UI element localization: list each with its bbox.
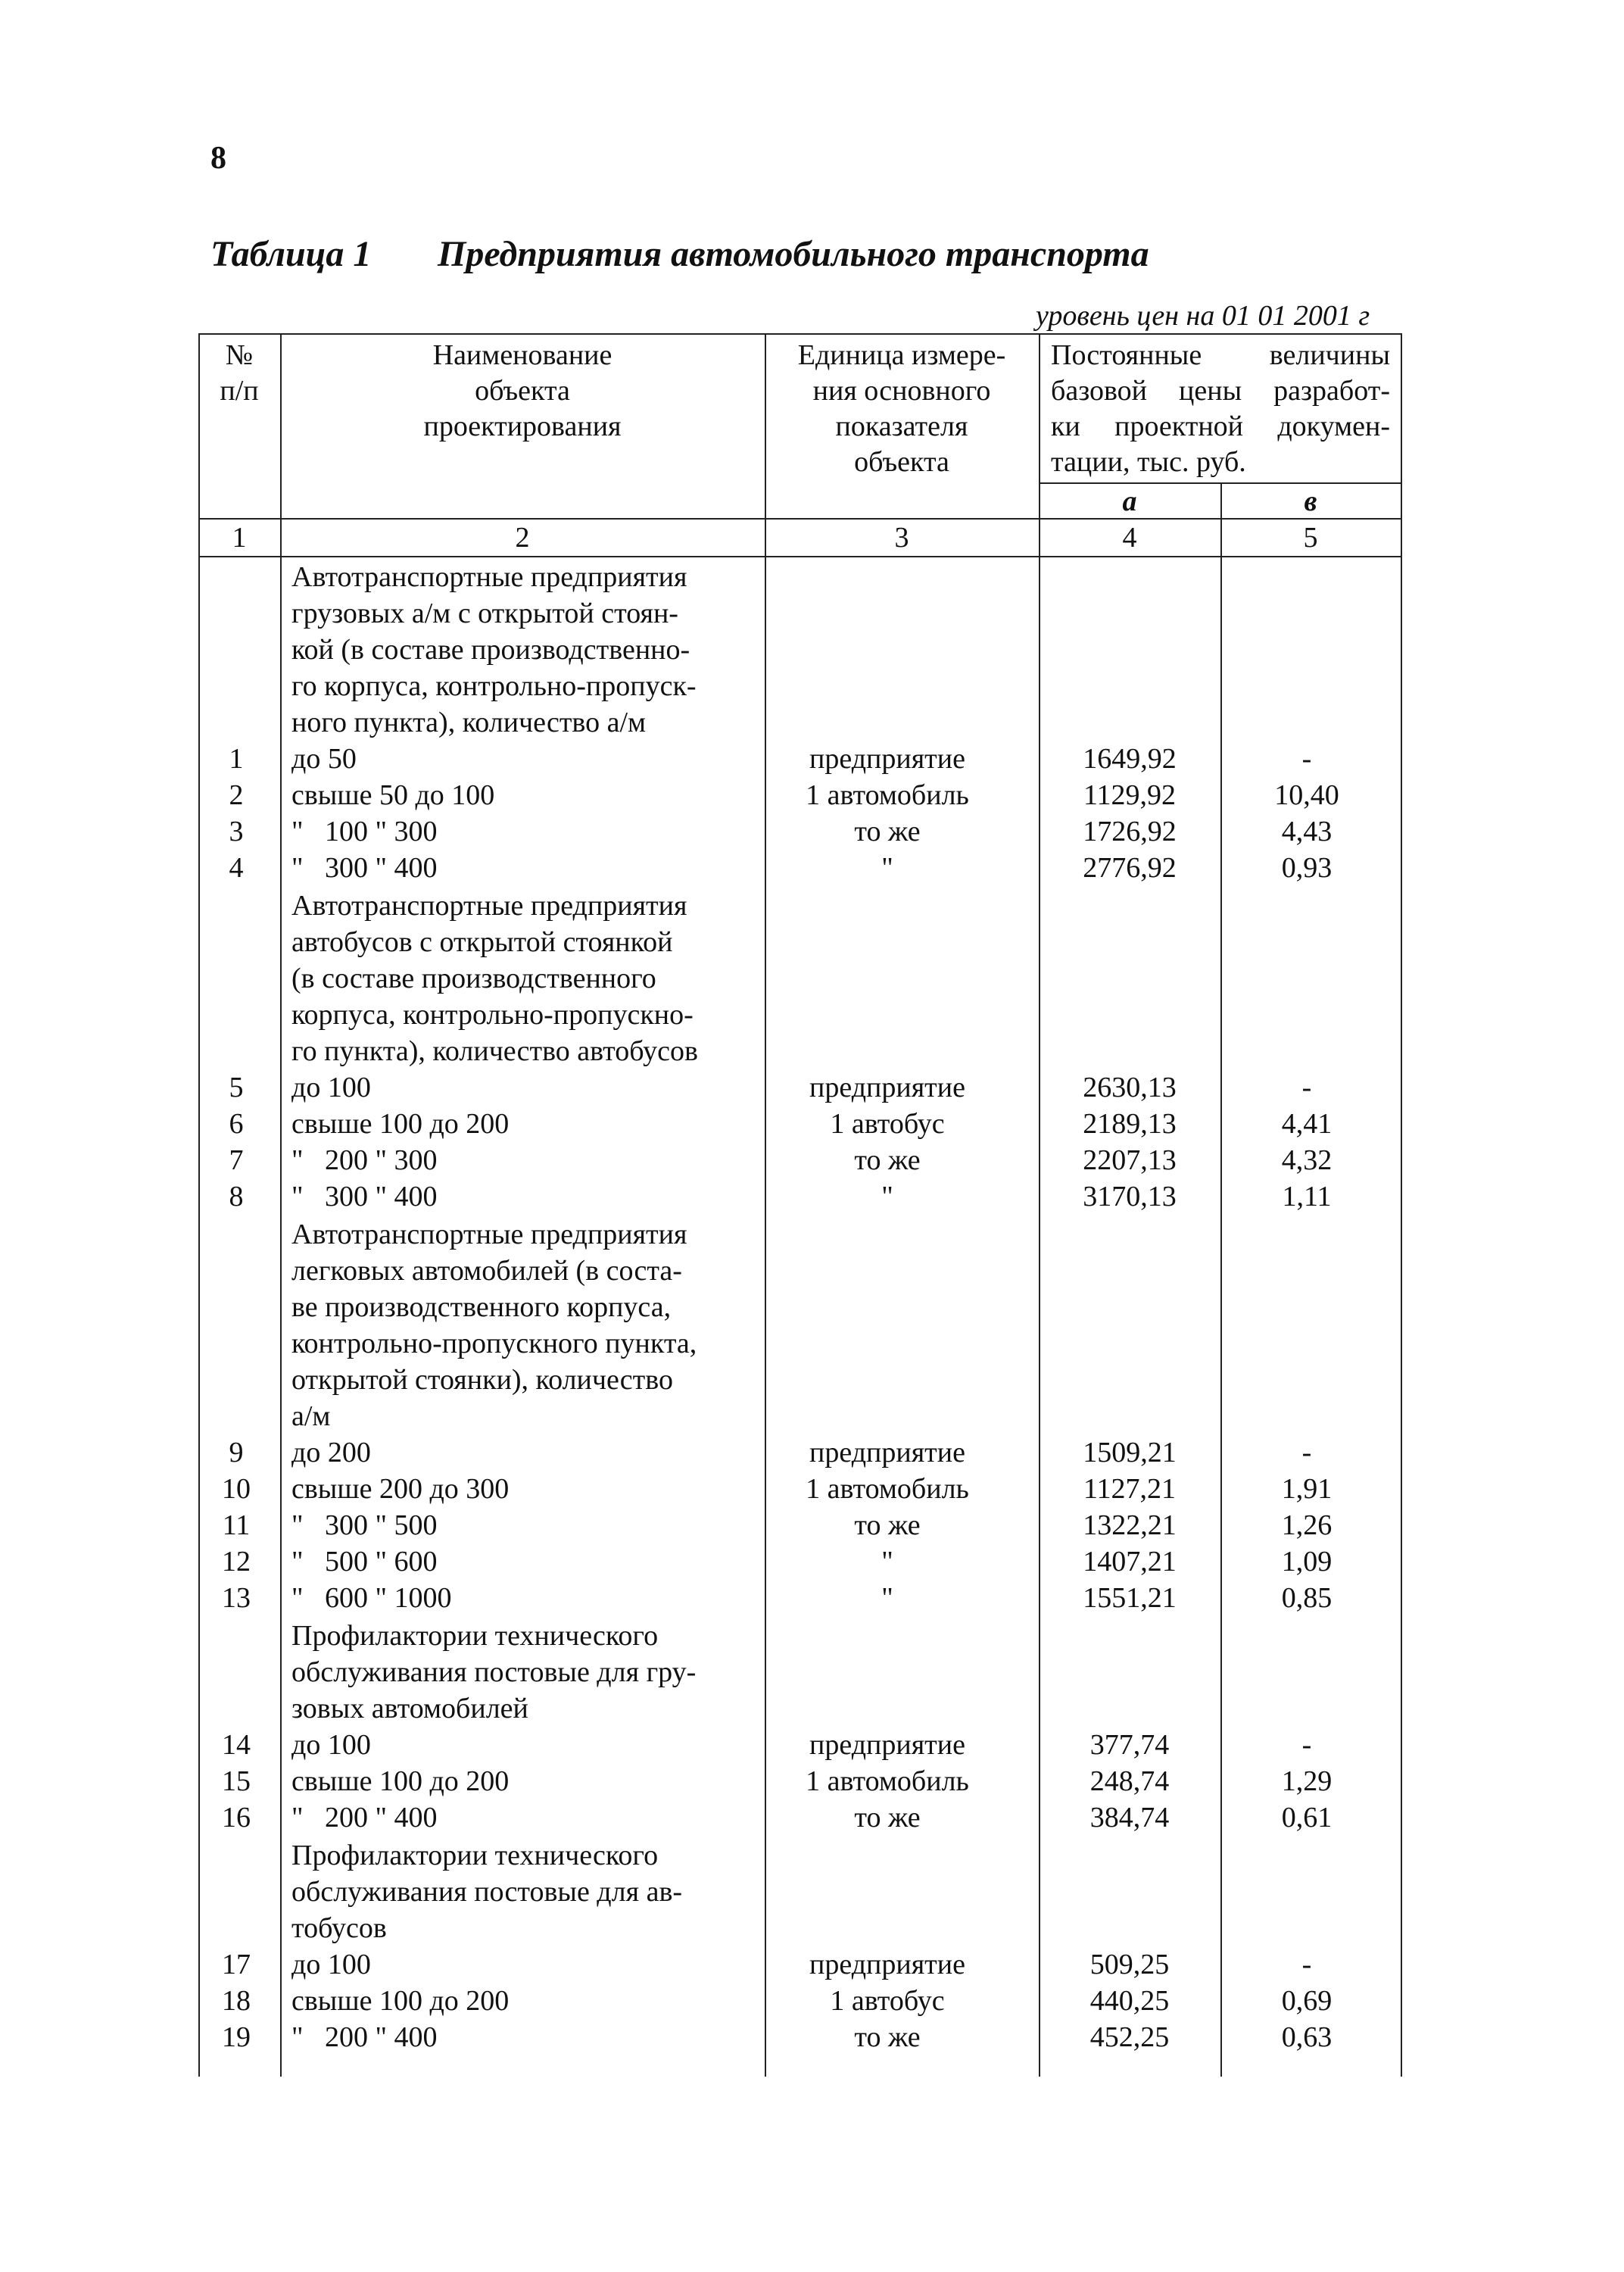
table-row (0, 1142, 1624, 1178)
row-unit: " (881, 1546, 893, 1578)
row-unit: " (881, 1181, 893, 1212)
row-number: 11 (222, 1509, 251, 1541)
row-value-b: 1,09 (1281, 1546, 1333, 1578)
row-unit: 1 автомобиль (806, 779, 969, 811)
row-name: свыше 100 до 200 (291, 1108, 510, 1140)
row-number: 4 (229, 852, 244, 884)
table-row (0, 741, 1624, 777)
table-row (0, 1106, 1624, 1142)
row-value-a: 1407,21 (1083, 1546, 1177, 1578)
row-name: свыше 50 до 100 (291, 779, 495, 811)
row-unit: предприятие (809, 1729, 965, 1761)
row-number: 19 (222, 2021, 251, 2053)
row-number: 6 (229, 1108, 244, 1140)
row-value-a: 1129,92 (1083, 779, 1177, 811)
row-value-b: - (1301, 1437, 1312, 1468)
row-unit: " (881, 852, 893, 884)
row-name: до 100 (291, 1729, 371, 1761)
group-heading: Автотранспортные предприятия легковых автомобилей (в соста- ве производственного корпуса, контрольно-пропускного пункта, открытой стоянки), количество а/м (291, 1219, 697, 1432)
row-unit: 1 автобус (830, 1108, 945, 1140)
row-number: 5 (229, 1072, 244, 1103)
table-row (0, 1763, 1624, 1799)
table-row (0, 1580, 1624, 1616)
row-unit: то же (854, 2021, 921, 2053)
table-row (0, 2019, 1624, 2055)
row-value-a: 1127,21 (1083, 1473, 1177, 1505)
row-name: " 200 " 300 (291, 1144, 438, 1176)
column-number: 2 (515, 522, 530, 554)
row-name: свыше 100 до 200 (291, 1985, 510, 2017)
row-number: 13 (222, 1582, 251, 1614)
row-name: до 100 (291, 1949, 371, 1980)
row-value-b: 0,93 (1281, 852, 1333, 884)
row-unit: 1 автомобиль (806, 1473, 969, 1505)
row-unit: 1 автобус (830, 1985, 945, 2017)
header-constant-values: Постоянные величины базовой цены разработ- ки проектной докумен- тации, тыс. руб. (1051, 339, 1390, 478)
row-name: " 300 " 400 (291, 1181, 438, 1212)
row-value-b: 4,43 (1281, 816, 1333, 847)
row-value-b: 4,32 (1281, 1144, 1333, 1176)
row-name: свыше 100 до 200 (291, 1765, 510, 1797)
row-number: 7 (229, 1144, 244, 1176)
row-name: до 200 (291, 1437, 371, 1468)
header-unit: Единица измере- ния основного показателя объекта (797, 339, 1006, 478)
group-heading: Автотранспортные предприятия автобусов с открытой стоянкой (в составе производственного корпуса, контрольно-пропускно- го пункта), количество автобусов (291, 890, 698, 1067)
table-row (0, 1069, 1624, 1106)
column-number: 1 (232, 522, 247, 554)
table-row (0, 1178, 1624, 1215)
price-level-note: уровень цен на 01 01 2001 г (1036, 300, 1370, 332)
row-value-a: 1509,21 (1083, 1437, 1177, 1468)
row-name: свыше 200 до 300 (291, 1473, 510, 1505)
column-number: 4 (1122, 522, 1137, 554)
row-number: 1 (229, 743, 244, 775)
row-number: 16 (222, 1802, 251, 1834)
row-unit: 1 автомобиль (806, 1765, 969, 1797)
row-number: 17 (222, 1949, 251, 1980)
row-value-a: 1322,21 (1083, 1509, 1177, 1541)
row-value-b: 0,63 (1281, 2021, 1333, 2053)
table-row (0, 777, 1624, 813)
group-heading: Профилактории технического обслуживания постовые для ав- тобусов (291, 1840, 683, 1944)
group-heading: Профилактории технического обслуживания постовые для гру- зовых автомобилей (291, 1620, 697, 1724)
table-row (0, 1983, 1624, 2019)
row-name: " 500 " 600 (291, 1546, 438, 1578)
row-unit: то же (854, 1509, 921, 1541)
row-value-b: 1,11 (1282, 1181, 1332, 1212)
table-row (0, 1471, 1624, 1507)
page-number: 8 (210, 141, 226, 176)
row-value-a: 1726,92 (1083, 816, 1177, 847)
row-number: 3 (229, 816, 244, 847)
row-value-b: - (1301, 1072, 1312, 1103)
row-value-a: 440,25 (1089, 1985, 1170, 2017)
row-value-a: 377,74 (1089, 1729, 1170, 1761)
row-value-b: - (1301, 1949, 1312, 1980)
table-row (0, 1727, 1624, 1763)
row-number: 9 (229, 1437, 244, 1468)
row-value-b: - (1301, 1729, 1312, 1761)
table-row (0, 1799, 1624, 1836)
row-unit: то же (854, 1144, 921, 1176)
row-number: 14 (222, 1729, 251, 1761)
row-unit: " (881, 1582, 893, 1614)
row-value-b: 0,69 (1281, 1985, 1333, 2017)
row-unit: то же (854, 816, 921, 847)
row-value-b: 0,85 (1281, 1582, 1333, 1614)
table-row (0, 1946, 1624, 1983)
table-row (0, 1507, 1624, 1543)
row-unit: предприятие (809, 743, 965, 775)
row-number: 8 (229, 1181, 244, 1212)
column-number: 5 (1303, 522, 1318, 554)
row-value-a: 384,74 (1089, 1802, 1170, 1834)
row-name: " 200 " 400 (291, 1802, 438, 1834)
row-name: " 200 " 400 (291, 2021, 438, 2053)
row-value-b: 1,91 (1281, 1473, 1333, 1505)
row-number: 10 (222, 1473, 251, 1505)
row-value-a: 2630,13 (1083, 1072, 1177, 1103)
row-value-b: 10,40 (1274, 779, 1339, 811)
row-unit: предприятие (809, 1949, 965, 1980)
row-number: 18 (222, 1985, 251, 2017)
row-name: " 100 " 300 (291, 816, 438, 847)
header-sub-b: в (1304, 485, 1317, 517)
row-name: до 50 (291, 743, 357, 775)
header-no: № п/п (220, 339, 259, 407)
row-value-a: 2207,13 (1083, 1144, 1177, 1176)
table-row (0, 1434, 1624, 1471)
table-label: Таблица 1 (210, 234, 372, 274)
row-value-b: 0,61 (1281, 1802, 1333, 1834)
row-unit: предприятие (809, 1072, 965, 1103)
row-number: 2 (229, 779, 244, 811)
row-value-a: 1551,21 (1083, 1582, 1177, 1614)
row-value-a: 509,25 (1089, 1949, 1170, 1980)
table-row (0, 850, 1624, 886)
row-value-a: 452,25 (1089, 2021, 1170, 2053)
header-sub-a: а (1122, 485, 1137, 517)
row-unit: то же (854, 1802, 921, 1834)
row-value-b: 4,41 (1281, 1108, 1333, 1140)
row-value-a: 2776,92 (1083, 852, 1177, 884)
row-value-a: 2189,13 (1083, 1108, 1177, 1140)
row-value-a: 1649,92 (1083, 743, 1177, 775)
row-name: " 600 " 1000 (291, 1582, 452, 1614)
row-value-b: - (1301, 743, 1312, 775)
row-value-b: 1,26 (1281, 1509, 1333, 1541)
row-name: " 300 " 400 (291, 852, 438, 884)
header-name: Наименование объекта проектирования (423, 339, 622, 442)
table-row (0, 1543, 1624, 1580)
column-number: 3 (894, 522, 909, 554)
row-unit: предприятие (809, 1437, 965, 1468)
row-value-b: 1,29 (1281, 1765, 1333, 1797)
table-title: Предприятия автомобильного транспорта (438, 234, 1149, 274)
table-row (0, 813, 1624, 850)
row-name: " 300 " 500 (291, 1509, 438, 1541)
row-name: до 100 (291, 1072, 371, 1103)
row-value-a: 248,74 (1089, 1765, 1170, 1797)
row-number: 15 (222, 1765, 251, 1797)
row-value-a: 3170,13 (1083, 1181, 1177, 1212)
row-number: 12 (222, 1546, 251, 1578)
group-heading: Автотранспортные предприятия грузовых а/м с открытой стоян- кой (в составе производственно- го корпуса, контрольно-пропуск- ного пункта), количество а/м (291, 561, 697, 738)
